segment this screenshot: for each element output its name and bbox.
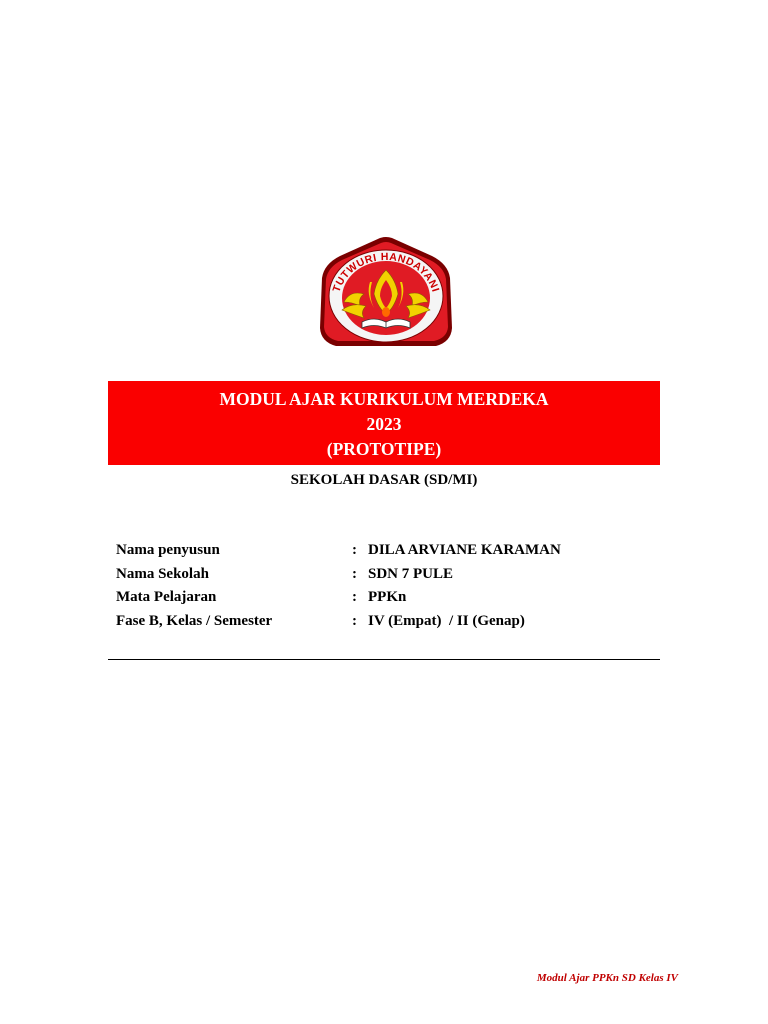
info-label: Fase B, Kelas / Semester	[116, 612, 273, 629]
info-row-phase	[116, 610, 660, 634]
info-row-school	[116, 563, 660, 587]
info-label: Mata Pelajaran	[116, 589, 217, 605]
module-title: MODUL AJAR KURIKULUM MERDEKA	[219, 389, 549, 409]
module-year: 2023	[366, 414, 402, 434]
module-subtitle: (PROTOTIPE)	[326, 439, 442, 459]
info-value: SDN 7 PULE	[368, 565, 454, 582]
title-banner	[108, 381, 660, 465]
info-separator: :	[352, 565, 357, 582]
info-separator: :	[352, 542, 357, 558]
info-value: DILA ARVIANE KARAMAN	[368, 542, 561, 558]
school-level: SEKOLAH DASAR (SD/MI)	[290, 472, 478, 488]
info-value: IV (Empat) / II (Genap)	[368, 612, 525, 629]
info-separator: :	[352, 612, 357, 629]
logo-motto: TUTWURI HANDAYANI	[330, 250, 442, 294]
info-separator: :	[352, 589, 357, 605]
info-row-author	[116, 539, 660, 563]
info-label: Nama Sekolah	[116, 565, 209, 582]
tutwuri-emblem-icon	[312, 236, 460, 356]
info-row-subject	[116, 586, 660, 610]
module-info-table	[116, 539, 660, 633]
info-label: Nama penyusun	[116, 542, 220, 558]
tutwuri-handayani-logo	[312, 236, 460, 356]
divider-line	[108, 659, 660, 660]
page-footer: Modul Ajar PPKn SD Kelas IV	[536, 972, 678, 984]
info-value: PPKn	[368, 589, 407, 605]
